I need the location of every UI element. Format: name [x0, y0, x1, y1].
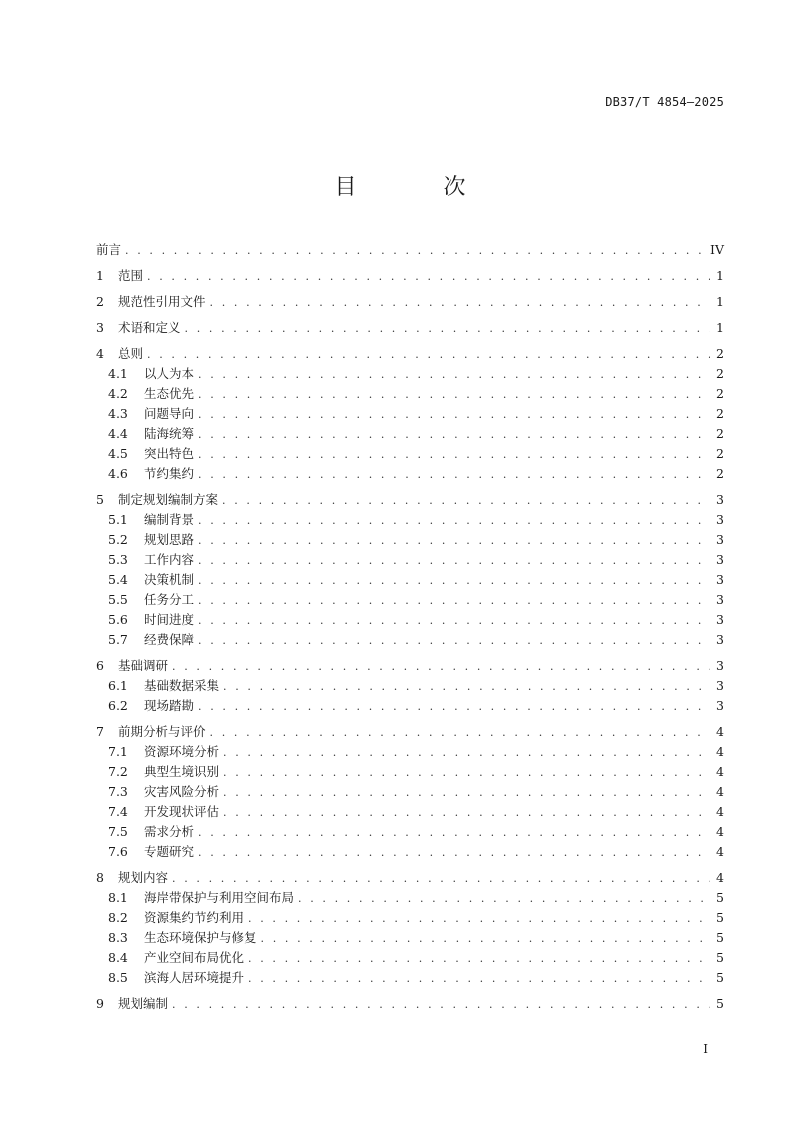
toc-entry-page: 5	[716, 890, 724, 905]
toc-entry[interactable]	[96, 424, 724, 444]
toc-entry-label: 决策机制	[144, 572, 195, 587]
toc-entry-number: 9	[96, 996, 104, 1011]
toc-entry-label: 滨海人居环境提升	[144, 970, 245, 985]
toc-leader-dots	[298, 889, 710, 909]
toc-entry-number: 7.6	[108, 844, 128, 859]
toc-leader-dots	[223, 677, 710, 697]
toc-entry-label: 基础数据采集	[144, 678, 220, 693]
toc-leader-dots	[248, 909, 710, 929]
toc-entry-page: 3	[716, 678, 724, 693]
document-code: DB37/T 4854—2025	[605, 95, 724, 109]
toc-entry[interactable]	[96, 656, 724, 676]
table-of-contents	[96, 240, 724, 1014]
toc-entry-number: 7.2	[108, 764, 128, 779]
toc-entry[interactable]	[96, 928, 724, 948]
toc-entry-number: 5.3	[108, 552, 128, 567]
toc-entry-number: 3	[96, 320, 104, 335]
toc-entry-number: 7	[96, 724, 104, 739]
toc-entry-number: 1	[96, 268, 104, 283]
toc-entry-number: 4.6	[108, 466, 128, 481]
toc-leader-dots	[172, 657, 710, 677]
toc-entry-number: 6.1	[108, 678, 128, 693]
toc-entry-page: 5	[716, 996, 724, 1011]
toc-entry-page: 3	[716, 572, 724, 587]
toc-entry-number: 4.3	[108, 406, 128, 421]
toc-entry-number: 5.6	[108, 612, 128, 627]
toc-entry-page: 5	[716, 970, 724, 985]
toc-leader-dots	[223, 783, 710, 803]
toc-leader-dots	[248, 969, 710, 989]
toc-entry[interactable]	[96, 888, 724, 908]
toc-entry[interactable]	[96, 590, 724, 610]
toc-entry-label: 时间进度	[144, 612, 195, 627]
toc-entry-label: 以人为本	[144, 366, 195, 381]
toc-entry-label: 规范性引用文件	[118, 294, 206, 309]
toc-leader-dots	[198, 465, 710, 485]
toc-entry-page: 3	[716, 492, 724, 507]
toc-entry-page: 4	[716, 824, 724, 839]
toc-entry-label: 基础调研	[118, 658, 169, 673]
toc-entry-label: 前言	[96, 242, 122, 257]
toc-entry-page: 3	[716, 512, 724, 527]
toc-entry-label: 典型生境识别	[144, 764, 220, 779]
toc-entry-page: 2	[716, 346, 724, 361]
toc-entry-number: 5.7	[108, 632, 128, 647]
toc-entry[interactable]	[96, 364, 724, 384]
toc-entry[interactable]	[96, 266, 724, 286]
toc-leader-dots	[223, 803, 710, 823]
toc-entry[interactable]	[96, 696, 724, 716]
toc-entry[interactable]	[96, 842, 724, 862]
toc-leader-dots	[198, 631, 710, 651]
toc-entry-number: 5.5	[108, 592, 128, 607]
toc-entry-number: 5.4	[108, 572, 128, 587]
toc-entry-label: 开发现状评估	[144, 804, 220, 819]
toc-entry-label: 灾害风险分析	[144, 784, 220, 799]
toc-entry-page: 3	[716, 592, 724, 607]
toc-leader-dots	[223, 763, 710, 783]
toc-leader-dots	[147, 267, 710, 287]
toc-entry[interactable]	[96, 742, 724, 762]
toc-leader-dots	[125, 241, 704, 261]
toc-entry-number: 8	[96, 870, 104, 885]
toc-leader-dots	[198, 591, 710, 611]
toc-entry[interactable]	[96, 968, 724, 988]
toc-leader-dots	[261, 929, 710, 949]
toc-entry[interactable]	[96, 994, 724, 1014]
toc-entry-page: 2	[716, 466, 724, 481]
toc-entry-label: 资源集约节约利用	[144, 910, 245, 925]
toc-entry[interactable]	[96, 444, 724, 464]
toc-entry-label: 突出特色	[144, 446, 195, 461]
toc-leader-dots	[185, 319, 710, 339]
toc-entry-number: 8.4	[108, 950, 128, 965]
toc-entry-page: 2	[716, 406, 724, 421]
toc-entry-number: 4.5	[108, 446, 128, 461]
toc-entry[interactable]	[96, 384, 724, 404]
toc-entry-number: 6	[96, 658, 104, 673]
toc-entry-page: 4	[716, 844, 724, 859]
toc-entry-number: 4.2	[108, 386, 128, 401]
toc-entry-page: 3	[716, 658, 724, 673]
toc-entry-page: 3	[716, 552, 724, 567]
toc-leader-dots	[198, 551, 710, 571]
toc-entry-number: 8.1	[108, 890, 128, 905]
toc-entry-label: 规划编制	[118, 996, 169, 1011]
toc-entry-number: 7.3	[108, 784, 128, 799]
toc-entry-label: 节约集约	[144, 466, 195, 481]
toc-leader-dots	[172, 869, 710, 889]
toc-entry-label: 经费保障	[144, 632, 195, 647]
toc-entry[interactable]	[96, 782, 724, 802]
toc-entry-number: 7.1	[108, 744, 128, 759]
toc-entry-label: 专题研究	[144, 844, 195, 859]
toc-entry-number: 7.5	[108, 824, 128, 839]
toc-entry[interactable]	[96, 868, 724, 888]
toc-entry[interactable]	[96, 722, 724, 742]
toc-entry-number: 7.4	[108, 804, 128, 819]
toc-leader-dots	[198, 365, 710, 385]
toc-entry-page: 4	[716, 870, 724, 885]
toc-leader-dots	[147, 345, 710, 365]
toc-entry-label: 生态环境保护与修复	[144, 930, 257, 945]
toc-entry-page: 4	[716, 784, 724, 799]
toc-entry-label: 规划思路	[144, 532, 195, 547]
toc-entry-page: 3	[716, 612, 724, 627]
toc-entry-number: 4.4	[108, 426, 128, 441]
toc-entry-number: 5	[96, 492, 104, 507]
toc-entry[interactable]	[96, 630, 724, 650]
toc-entry-number: 5.2	[108, 532, 128, 547]
toc-entry-label: 范围	[118, 268, 144, 283]
toc-entry[interactable]	[96, 292, 724, 312]
toc-entry[interactable]	[96, 676, 724, 696]
toc-entry[interactable]	[96, 550, 724, 570]
toc-leader-dots	[172, 995, 710, 1015]
toc-entry-number: 4	[96, 346, 104, 361]
toc-entry-page: 4	[716, 744, 724, 759]
toc-entry-page: 3	[716, 532, 724, 547]
toc-entry[interactable]	[96, 948, 724, 968]
toc-leader-dots	[198, 511, 710, 531]
toc-entry[interactable]	[96, 908, 724, 928]
toc-entry-page: 1	[716, 268, 724, 283]
toc-entry-label: 规划内容	[118, 870, 169, 885]
toc-entry[interactable]	[96, 762, 724, 782]
toc-entry-label: 编制背景	[144, 512, 195, 527]
toc-entry-page: 2	[716, 446, 724, 461]
footer-page-number: I	[703, 1042, 708, 1056]
toc-entry-label: 前期分析与评价	[118, 724, 206, 739]
toc-entry[interactable]	[96, 318, 724, 338]
toc-entry[interactable]	[96, 464, 724, 484]
toc-entry-label: 工作内容	[144, 552, 195, 567]
toc-entry-label: 总则	[118, 346, 144, 361]
toc-entry-label: 问题导向	[144, 406, 195, 421]
toc-entry[interactable]	[96, 404, 724, 424]
toc-entry-label: 任务分工	[144, 592, 195, 607]
toc-entry-label: 生态优先	[144, 386, 195, 401]
toc-entry[interactable]	[96, 510, 724, 530]
toc-entry-label: 制定规划编制方案	[118, 492, 219, 507]
toc-entry[interactable]	[96, 530, 724, 550]
toc-entry-page: 5	[716, 950, 724, 965]
toc-entry[interactable]	[96, 570, 724, 590]
toc-leader-dots	[198, 425, 710, 445]
toc-leader-dots	[248, 949, 710, 969]
toc-leader-dots	[198, 531, 710, 551]
toc-leader-dots	[223, 743, 710, 763]
toc-entry-number: 8.2	[108, 910, 128, 925]
toc-entry[interactable]	[96, 802, 724, 822]
toc-entry-label: 陆海统筹	[144, 426, 195, 441]
toc-entry-page: 1	[716, 294, 724, 309]
toc-entry-number: 4.1	[108, 366, 128, 381]
toc-leader-dots	[198, 445, 710, 465]
toc-entry-number: 5.1	[108, 512, 128, 527]
toc-leader-dots	[198, 385, 710, 405]
toc-leader-dots	[222, 491, 710, 511]
toc-entry-page: IV	[710, 242, 724, 257]
toc-entry-page: 2	[716, 386, 724, 401]
toc-entry-label: 术语和定义	[118, 320, 181, 335]
toc-entry[interactable]	[96, 822, 724, 842]
toc-entry-page: 2	[716, 366, 724, 381]
toc-entry-page: 4	[716, 804, 724, 819]
toc-entry-label: 资源环境分析	[144, 744, 220, 759]
toc-entry[interactable]	[96, 344, 724, 364]
toc-entry-number: 8.5	[108, 970, 128, 985]
toc-entry-page: 4	[716, 764, 724, 779]
toc-entry-label: 现场踏勘	[144, 698, 195, 713]
page-title: 目 次	[334, 175, 506, 200]
toc-leader-dots	[198, 405, 710, 425]
toc-entry-page: 1	[716, 320, 724, 335]
toc-entry-label: 需求分析	[144, 824, 195, 839]
toc-entry-page: 5	[716, 910, 724, 925]
toc-entry-page: 3	[716, 698, 724, 713]
toc-entry-page: 4	[716, 724, 724, 739]
toc-entry-page: 5	[716, 930, 724, 945]
toc-entry-label: 产业空间布局优化	[144, 950, 245, 965]
toc-leader-dots	[198, 697, 710, 717]
toc-entry-label: 海岸带保护与利用空间布局	[144, 890, 295, 905]
toc-entry-number: 2	[96, 294, 104, 309]
toc-leader-dots	[198, 843, 710, 863]
toc-entry-page: 2	[716, 426, 724, 441]
toc-leader-dots	[210, 723, 710, 743]
toc-entry-page: 3	[716, 632, 724, 647]
toc-entry-number: 8.3	[108, 930, 128, 945]
toc-entry[interactable]	[96, 490, 724, 510]
toc-leader-dots	[210, 293, 710, 313]
toc-entry[interactable]	[96, 240, 724, 260]
toc-leader-dots	[198, 571, 710, 591]
toc-leader-dots	[198, 823, 710, 843]
toc-leader-dots	[198, 611, 710, 631]
toc-entry-number: 6.2	[108, 698, 128, 713]
toc-entry[interactable]	[96, 610, 724, 630]
